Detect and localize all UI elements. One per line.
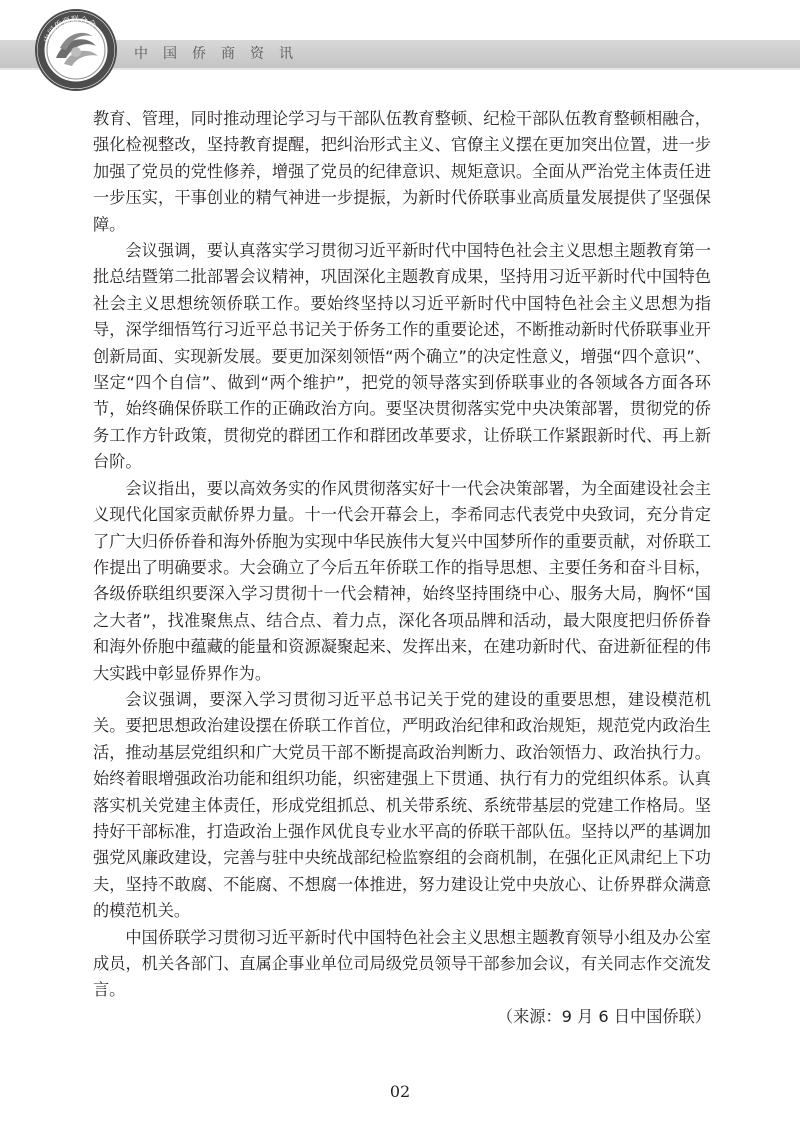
article-paragraph-5: 中国侨联学习贯彻习近平新时代中国特色社会主义思想主题教育领导小组及办公室成员，机关各部门、直属企事业单位司局级党员领导干部参加会议，有关同志作交流发言。 [93,927,711,1000]
article-source: （来源：9 月 6 日中国侨联） [496,1006,711,1026]
header-band [0,40,800,68]
article-paragraph-2: 会议强调，要认真落实学习贯彻习近平新时代中国特色社会主义思想主题教育第一批总结暨第二批部署会议精神，巩固深化主题教育成果，坚持用习近平新时代中国特色社会主义思想统领侨联工作。要始终坚持以习近平新时代中国特色社会主义思想为指导，深学细悟笃行习近平总书记关于侨务工作的重要论述，不断推动新时代侨联事业开创新局面、实现新发展。要更加深刻领悟“两个确立”的决定性意义，增强“四个意识”、坚定“四个自信”、做到“两个维护”，把党的领导落实到侨联事业的各领域各方面各环节，始终确保侨联工作的正确政治方向。要坚决贯彻落实党中央决策部署，贯彻党的侨务工作方针政策，贯彻党的群团工作和群团改革要求，让侨联工作紧跟新时代、再上新台阶。 [93,241,711,472]
article-body [93,106,711,1030]
header-title: 中国侨商资讯 [134,46,308,62]
article-paragraph-3: 会议指出，要以高效务实的作风贯彻落实好十一代会决策部署，为全面建设社会主义现代化国家贡献侨界力量。十一代会开幕会上，李希同志代表党中央致词，充分肯定了广大归侨侨眷和海外侨胞为实现中华民族伟大复兴中国梦所作的重要贡献，对侨联工作提出了明确要求。大会确立了今后五年侨联工作的指导思想、主要任务和奋斗目标，各级侨联组织要深入学习贯彻十一代会精神，始终坚持围绕中心、服务大局，胸怀“国之大者”，找准聚焦点、结合点、着力点，深化各项品牌和活动，最大限度把归侨侨眷和海外侨胞中蕴藏的能量和资源凝聚起来、发挥出来，在建功新时代、奋进新征程的伟大实践中彰显侨界作为。 [93,478,711,683]
association-logo-icon [34,8,118,92]
article-paragraph-1: 教育、管理，同时推动理论学习与干部队伍教育整顿、纪检干部队伍教育整顿相融合，强化检视整改，坚持教育提醒，把纠治形式主义、官僚主义摆在更加突出位置，进一步加强了党员的党性修养，增强了党员的纪律意识、规矩意识。全面从严治党主体责任进一步压实，干事创业的精气神进一步提振，为新时代侨联事业高质量发展提供了坚强保障。 [93,109,711,234]
logo-lettering: 中国侨商联合会 [42,14,98,44]
page-number: 02 [389,1082,411,1101]
article-paragraph-4: 会议强调，要深入学习贯彻习近平总书记关于党的建设的重要思想，建设模范机关。要把思想政治建设摆在侨联工作首位，严明政治纪律和政治规矩，规范党内政治生活，推动基层党组织和广大党员干部不断提高政治判断力、政治领悟力、政治执行力。始终着眼增强政治功能和组织功能，织密建强上下贯通、执行有力的党组织体系。认真落实机关党建主体责任，形成党组抓总、机关带系统、系统带基层的党建工作格局。坚持好干部标准，打造政治上强作风优良专业水平高的侨联干部队伍。坚持以严的基调加强党风廉政建设，完善与驻中央统战部纪检监察组的会商机制，在强化正风肃纪上下功夫，坚持不敢腐、不能腐、不想腐一体推进，努力建设让党中央放心、让侨界群众满意的模范机关。 [93,689,711,921]
header-band-edge [0,68,800,70]
